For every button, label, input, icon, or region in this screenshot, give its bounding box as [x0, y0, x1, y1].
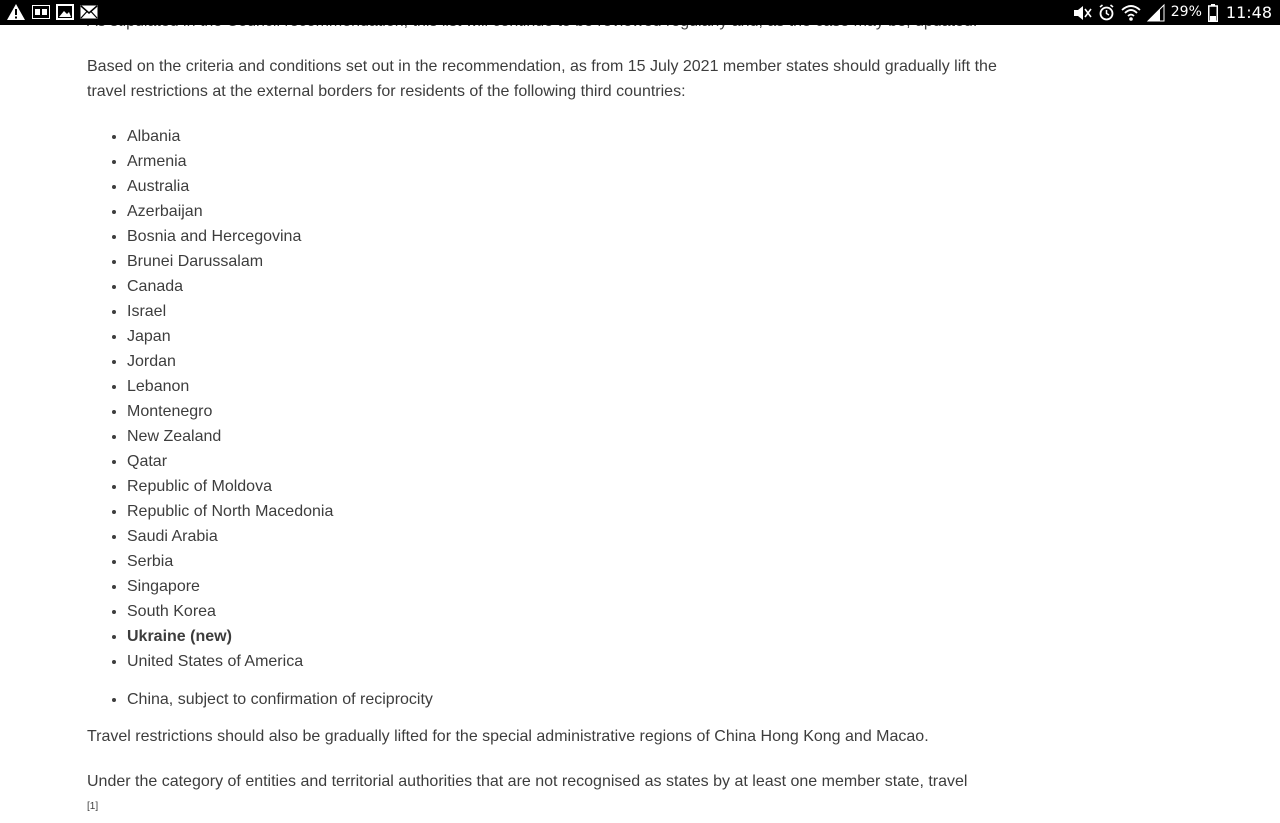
list-item: • Serbia — [127, 549, 333, 574]
alarm-icon — [1098, 4, 1115, 21]
list-item: • Bosnia and Hercegovina — [127, 224, 333, 249]
china-list — [87, 687, 433, 712]
battery-icon — [1208, 4, 1218, 22]
signal-icon — [1147, 5, 1165, 21]
system-tray — [1072, 0, 1272, 25]
mute-icon — [1072, 5, 1092, 21]
wifi-icon — [1121, 4, 1141, 22]
list-item: • Singapore — [127, 574, 333, 599]
entities-paragraph — [87, 769, 1017, 823]
list-item: • Japan — [127, 324, 333, 349]
list-item: • Albania — [127, 124, 333, 149]
list-item: • Ukraine (new) — [127, 624, 333, 649]
list-item: • United States of America — [127, 649, 333, 674]
list-item: • Jordan — [127, 349, 333, 374]
list-item: • New Zealand — [127, 424, 333, 449]
list-item: • Armenia — [127, 149, 333, 174]
list-item: • Azerbaijan — [127, 199, 333, 224]
list-item: • Australia — [127, 174, 333, 199]
warning-icon[interactable] — [6, 3, 26, 21]
list-item-china: • China, subject to confirmation of reciprocity — [127, 687, 433, 712]
list-item: • Republic of Moldova — [127, 474, 333, 499]
clock: 11:48 — [1225, 3, 1272, 22]
battery-percent: 29% — [1170, 4, 1202, 20]
email-icon[interactable] — [80, 5, 98, 19]
list-item: • South Korea — [127, 599, 333, 624]
intro-paragraph: Based on the criteria and conditions set out in the recommendation, as from 15 July 2021 member states should gradually lift the travel restrictions at the external borders for residents of the following third countries: — [87, 58, 997, 100]
list-item: • Brunei Darussalam — [127, 249, 333, 274]
list-item: • Israel — [127, 299, 333, 324]
list-item: • Republic of North Macedonia — [127, 499, 333, 524]
list-item: • Lebanon — [127, 374, 333, 399]
entities-text: Under the category of entities and territorial authorities that are not recognised as states by at least one member state, travel — [87, 773, 968, 790]
country-list — [87, 124, 333, 674]
list-item: • Montenegro — [127, 399, 333, 424]
list-item: • Qatar — [127, 449, 333, 474]
gallery-icon[interactable] — [56, 4, 74, 20]
notification-icons — [6, 3, 98, 21]
hong-kong-paragraph: Travel restrictions should also be gradually lifted for the special administrative regions of China Hong Kong and Macao. — [87, 728, 929, 745]
list-item: • Saudi Arabia — [127, 524, 333, 549]
status-bar — [0, 0, 1280, 25]
list-item: • Canada — [127, 274, 333, 299]
gb-flag-icon[interactable] — [32, 5, 50, 19]
footnote-link[interactable]: [1] — [87, 801, 99, 812]
